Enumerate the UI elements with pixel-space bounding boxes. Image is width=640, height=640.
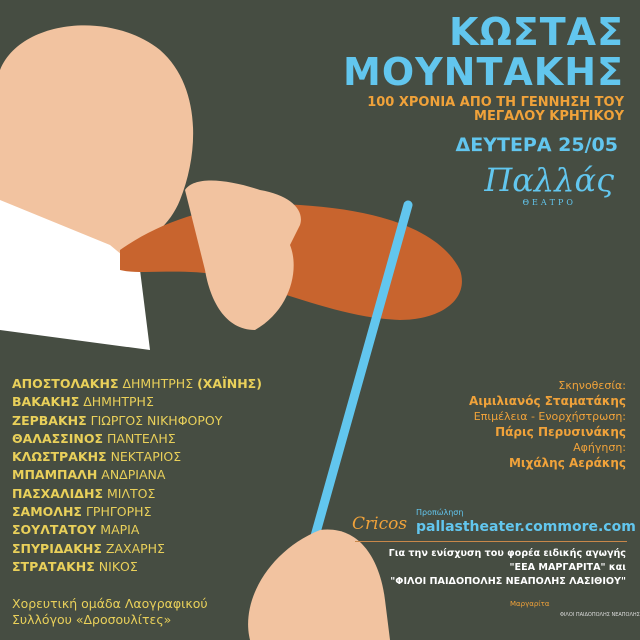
first-name: ΔΗΜΗΤΡΗΣ — [122, 376, 194, 391]
ticket-links — [416, 519, 636, 535]
filoi-logo: ΦΙΛΟΙ ΠΑΙΔΟΠΟΛΗΣ ΝΕΑΠΟΛΗΣ — [560, 612, 640, 618]
venue-logo — [484, 162, 614, 208]
first-name: ΔΗΜΗΤΡΗΣ — [83, 394, 154, 410]
nickname: (ΧΑΪΝΗΣ) — [197, 376, 262, 391]
support-line: "ΦΙΛΟΙ ΠΑΙΔΟΠΟΛΗΣ ΝΕΑΠΟΛΗΣ ΛΑΣΙΘΙΟΥ" — [390, 576, 626, 587]
surname: ΒΑΚΑΚΗΣ — [12, 394, 80, 410]
cast-member — [12, 503, 262, 521]
credit-name: Αιμιλιανός Σταματάκης — [469, 393, 626, 408]
credit-name: Πάρις Περυσινάκης — [495, 424, 626, 439]
credit-role: Σκηνοθεσία: — [558, 379, 626, 392]
cast-list — [12, 375, 262, 576]
surname: ΚΛΩΣΤΡΑΚΗΣ — [12, 449, 107, 465]
event-date: ΔΕΥΤΕΡΑ 25/05 — [455, 134, 618, 156]
first-name: ΜΙΛΤΟΣ — [106, 485, 156, 501]
credit-role: Επιμέλεια - Ενορχήστρωση: — [473, 410, 626, 423]
first-name: ΖΑΧΑΡΗΣ — [105, 540, 165, 556]
surname: ΣΟΥΛΤΑΤΟΥ — [12, 522, 97, 538]
subtitle — [367, 96, 624, 124]
cast-member — [12, 393, 262, 411]
dance-line: Συλλόγου «Δροσουλίτες» — [12, 612, 172, 627]
presale-label: Προπώληση — [416, 508, 464, 517]
pallas-link[interactable]: pallastheater.com — [416, 519, 558, 535]
first-name: ΜΑΡΙΑ — [100, 522, 140, 538]
cast-member — [12, 485, 262, 503]
first-name: ΓΙΩΡΓΟΣ ΝΙΚΗΦΟΡΟΥ — [90, 412, 223, 428]
first-name: ΝΙΚΟΣ — [98, 558, 138, 574]
cast-member — [12, 558, 262, 576]
margarita-logo: Μαργαρίτα — [510, 600, 550, 608]
first-name: ΝΕΚΤΑΡΙΟΣ — [110, 449, 182, 465]
surname: ΣΤΡΑΤΑΚΗΣ — [12, 558, 95, 574]
cast-member — [12, 448, 262, 466]
first-name: ΓΡΗΓΟΡΗΣ — [85, 504, 152, 520]
title-line: ΜΟΥΝΤΑΚΗΣ — [343, 50, 624, 94]
page-title — [343, 12, 624, 92]
cast-member — [12, 540, 262, 558]
dance-line: Χορευτική ομάδα Λαογραφικού — [12, 596, 208, 611]
surname: ΘΑΛΑΣΣΙΝΟΣ — [12, 430, 104, 446]
cast-member — [12, 412, 262, 430]
surname: ΖΕΡΒΑΚΗΣ — [12, 412, 87, 428]
surname: ΜΠΑΜΠΑΛΗ — [12, 467, 98, 483]
upper-hand — [185, 181, 301, 330]
support-line: "ΕΕΑ ΜΑΡΓΑΡΙΤΑ" και — [509, 562, 626, 573]
sponsor-logo: Cricos — [352, 514, 408, 534]
subtitle-line: ΜΕΓΑΛΟΥ ΚΡΗΤΙΚΟΥ — [474, 109, 624, 124]
subtitle-line: 100 ΧΡΟΝΙΑ ΑΠΟ ΤΗ ΓΕΝΝΗΣΗ ΤΟΥ — [367, 95, 624, 110]
surname: ΑΠΟΣΤΟΛΑΚΗΣ — [12, 376, 119, 391]
cast-member — [12, 430, 262, 448]
title-line: ΚΩΣΤΑΣ — [449, 10, 624, 54]
credits — [469, 378, 626, 471]
support-text — [389, 547, 626, 589]
surname: ΣΠΥΡΙΔΑΚΗΣ — [12, 540, 102, 556]
credit-name: Μιχάλης Αεράκης — [508, 455, 626, 470]
divider — [355, 541, 627, 542]
support-line: Για την ενίσχυση του φορέα ειδικής αγωγής — [388, 548, 626, 559]
cast-member — [12, 375, 262, 393]
first-name: ΠΑΝΤΕΛΗΣ — [107, 430, 176, 446]
more-link[interactable]: more.com — [557, 519, 636, 535]
cast-member — [12, 521, 262, 539]
dance-group — [12, 596, 208, 628]
surname: ΣΑΜΟΛΗΣ — [12, 504, 82, 520]
lower-hand — [248, 530, 390, 640]
cast-member — [12, 466, 262, 484]
credit-role: Αφήγηση: — [573, 441, 626, 454]
first-name: ΑΝΔΡΙΑΝΑ — [101, 467, 166, 483]
venue-name: Παλλάς — [484, 161, 614, 199]
surname: ΠΑΣΧΑΛΙΔΗΣ — [12, 485, 103, 501]
venue-sub: ΘΕΑΤΡΟ — [522, 198, 576, 207]
